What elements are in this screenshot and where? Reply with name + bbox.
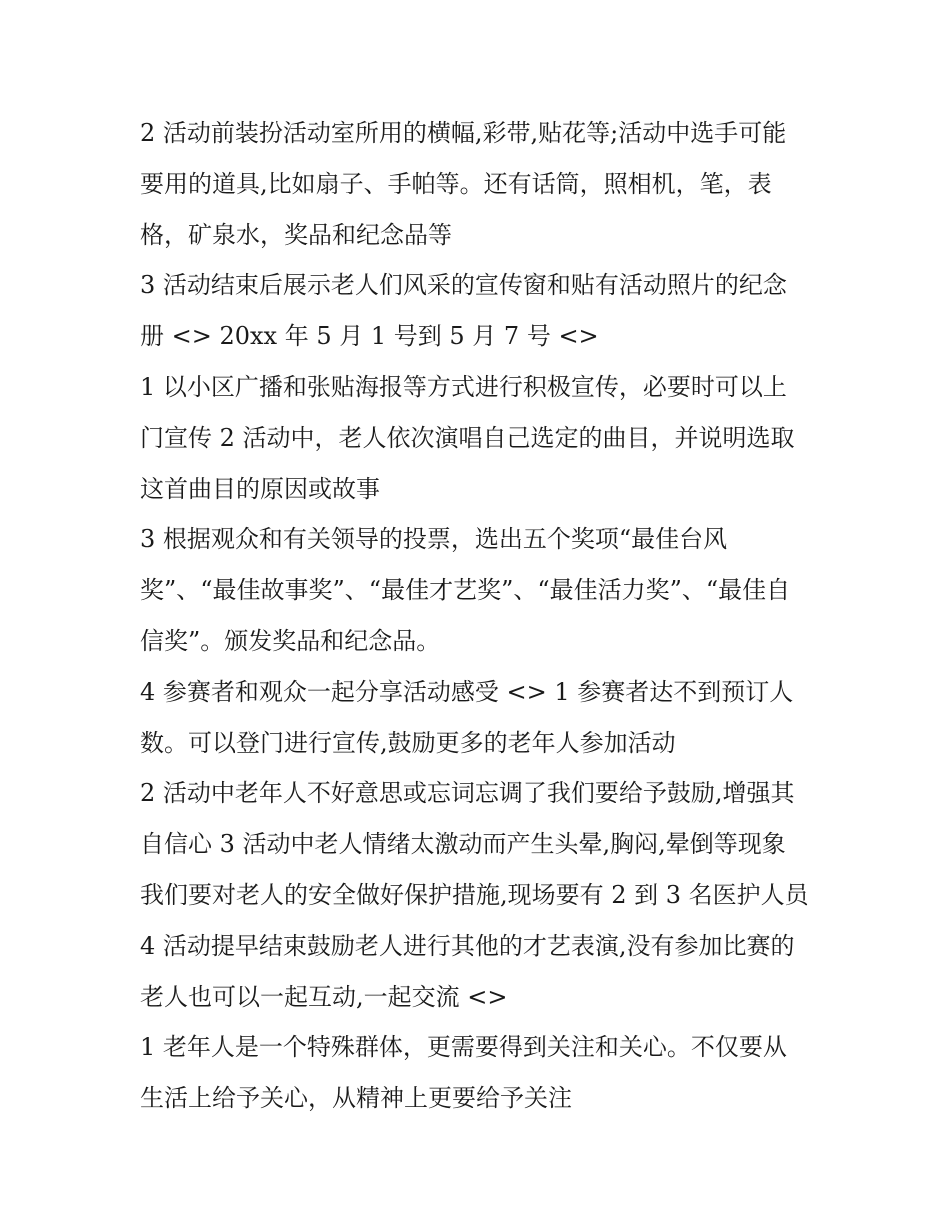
text-line: 4 活动提早结束鼓励老人进行其他的才艺表演,没有参加比赛的 <box>140 931 795 960</box>
text-line: 要用的道具,比如扇子、手帕等。还有话筒，照相机，笔，表 <box>140 169 772 198</box>
text-line: 奖”、“最佳故事奖”、“最佳才艺奖”、“最佳活力奖”、“最佳自 <box>140 576 791 605</box>
text-line: 信奖”。颁发奖品和纪念品。 <box>140 626 441 655</box>
text-line: 3 活动结束后展示老人们风采的宣传窗和贴有活动照片的纪念 <box>140 271 787 300</box>
text-line: 门宣传 2 活动中，老人依次演唱自己选定的曲目，并说明选取 <box>140 423 795 452</box>
text-line: 1 老年人是一个特殊群体，更需要得到关注和关心。不仅要从 <box>140 1033 787 1062</box>
text-line: 1 以小区广播和张贴海报等方式进行积极宣传，必要时可以上 <box>140 372 787 401</box>
document-body <box>140 108 820 1124</box>
text-line: 这首曲目的原因或故事 <box>140 474 380 503</box>
text-line: 生活上给予关心，从精神上更要给予关注 <box>140 1084 572 1113</box>
text-line: 3 根据观众和有关领导的投票，选出五个奖项“最佳台风 <box>140 525 728 554</box>
text-line: 数。可以登门进行宣传,鼓励更多的老年人参加活动 <box>140 728 676 757</box>
text-line: 2 活动前装扮活动室所用的横幅,彩带,贴花等;活动中选手可能 <box>140 119 787 147</box>
text-line: 册 <> 20xx 年 5 月 1 号到 5 月 7 号 <> <box>140 322 599 351</box>
text-line: 我们要对老人的安全做好保护措施,现场要有 2 到 3 名医护人员 <box>140 880 809 909</box>
text-line: 4 参赛者和观众一起分享活动感受 <> 1 参赛者达不到预订人 <box>140 677 794 706</box>
text-line: 格，矿泉水，奖品和纪念品等 <box>140 220 452 249</box>
text-line: 2 活动中老年人不好意思或忘词忘调了我们要给予鼓励,增强其 <box>140 779 795 808</box>
text-line: 自信心 3 活动中老人情绪太激动而产生头晕,胸闷,晕倒等现象 <box>140 830 786 859</box>
text-line: 老人也可以一起互动,一起交流 <> <box>140 982 508 1011</box>
